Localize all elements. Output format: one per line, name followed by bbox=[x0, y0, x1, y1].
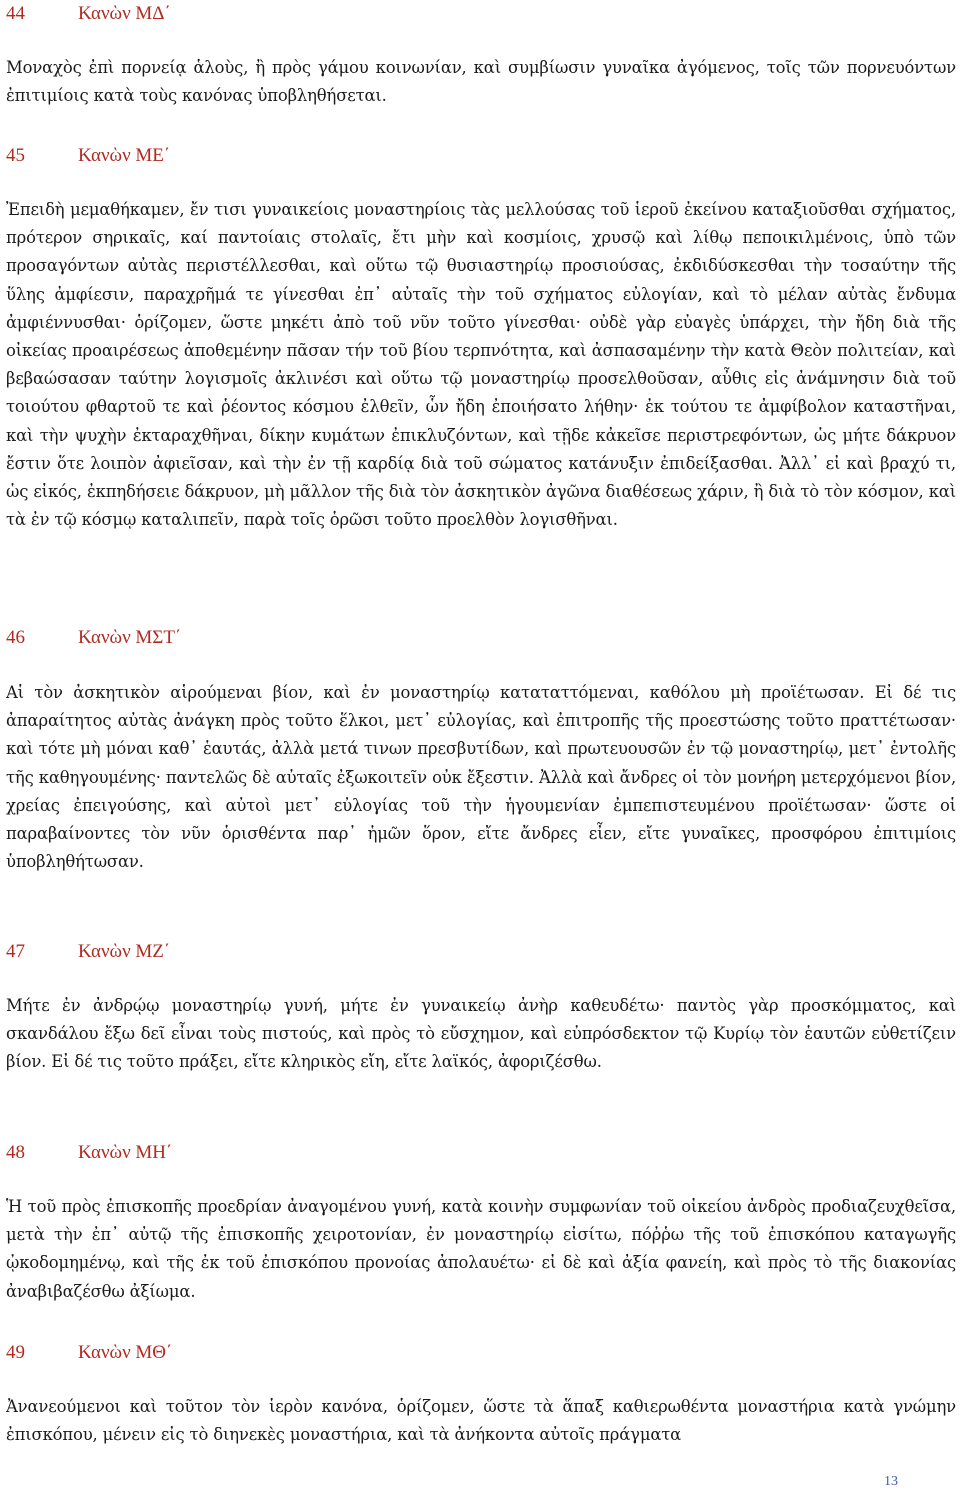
canon-title: Κανὼν ΜΣΤ΄ bbox=[78, 627, 182, 648]
canon-number: 47 bbox=[6, 941, 25, 962]
canon-heading bbox=[6, 626, 956, 650]
canon-heading bbox=[6, 1141, 956, 1165]
canon-number: 44 bbox=[6, 3, 25, 24]
canon-title: Κανὼν ΜΘ΄ bbox=[78, 1342, 173, 1363]
canon-number: 48 bbox=[6, 1142, 25, 1163]
canon-49 bbox=[6, 1341, 956, 1449]
canon-number: 45 bbox=[6, 145, 25, 166]
canon-text: Ἀνανεούμενοι καὶ τοῦτον τὸν ἱερὸν κανόνα, ὁρίζομεν, ὥστε τὰ ἅπαξ καθιερωθέντα μοναστήρια κατὰ γνώμην ἐπισκόπου, μένειν εἰς τὸ διηνεκὲς μοναστήρια, καὶ τὰ ἀνήκοντα αὐτοῖς πράγματα bbox=[6, 1397, 956, 1445]
canon-title: Κανὼν ΜΖ΄ bbox=[78, 941, 171, 962]
canon-45 bbox=[6, 144, 956, 534]
canon-text: Ἡ τοῦ πρὸς ἐπισκοπῆς προεδρίαν ἀναγομένου γυνή, κατὰ κοινὴν συμφωνίαν τοῦ οἰκείου ἀνδρὸς προδιαζευχθεῖσα, μετὰ τὴν ἐπ᾽ αὐτῷ τῆς ἐπισκοπῆς χειροτονίαν, ἐν μοναστηρίῳ εἰσίτω, πόῤῥω τῆς τοῦ ἐπισκόπου καταγωγῆς ᾠκοδομημένῳ, καὶ τῆς ἐκ τοῦ ἐπισκόπου προνοίας ἀπολαυέτω· εἰ δὲ καὶ ἀξία φανείη, καὶ πρὸς τὸ τῆς διακονίας ἀναβιβαζέσθω ἀξίωμα. bbox=[6, 1197, 956, 1301]
canon-48 bbox=[6, 1141, 956, 1306]
canon-text: Μοναχὸς ἐπὶ πορνείᾳ ἁλοὺς, ἢ πρὸς γάμου κοινωνίαν, καὶ συμβίωσιν γυναῖκα ἀγόμενος, τοῖς τῶν πορνευόντων ἐπιτιμίοις κατὰ τοὺς κανόνας ὑποβληθήσεται. bbox=[6, 58, 956, 106]
document-page bbox=[6, 0, 956, 1493]
canon-46 bbox=[6, 626, 956, 876]
canon-text: Ἐπειδὴ μεμαθήκαμεν, ἔν τισι γυναικείοις μοναστηρίοις τὰς μελλούσας τοῦ ἱεροῦ ἐκείνου καταξιοῦσθαι σχήματος, πρότερον σηρικαῖς, καί παντοίαις στολαῖς, ἔτι μὴν καὶ κοσμίοις, χρυσῷ καὶ λίθῳ πεποικιλμένοις, ὑπὸ τῶν προσαγόντων αὐτὰς περιστέλλεσθαι, καὶ οὕτω τῷ θυσιαστηρίῳ προσιούσας, ἐκδιδύσκεσθαι τὴν τοσαύτην τῆς ὕλης ἀμφίεσιν, παραχρῆμά τε γίνεσθαι ἐπ᾽ αὐταῖς τὴν τοῦ σχήματος εὐλογίαν, καὶ τὸ μέλαν αὐτὰς ἔνδυμα ἀμφιέννυσθαι· ὁρίζομεν, ὥστε μηκέτι ἀπὸ τοῦ νῦν τοῦτο γίνεσθαι· οὐδὲ γὰρ εὐαγὲς ὑπάρχει, τὴν ἤδη διὰ τῆς οἰκείας προαιρέσεως ἀποθεμένην πᾶσαν τήν τοῦ βίου τερπνότητα, καὶ ἀσπασαμένην τὴν κατὰ Θεὸν πολιτείαν, καὶ βεβαώσασαν ταύτην λογισμοῖς ἀκλινέσι καὶ οὕτω τῷ μοναστηρίῳ προσελθοῦσαν, αὖθις εἰς ἀνάμνησιν διὰ τοῦ τοιούτου φθαρτοῦ τε καὶ ῥέοντος κόσμου ἐλθεῖν, ὧν ἤδη ἐποιήσατο λήθην· ἐκ τούτου τε ἀμφίβολον καταστῆναι, καὶ τὴν ψυχὴν ἐκταραχθῆναι, δίκην κυμάτων ἐπικλυζόντων, καὶ τῇδε κἀκεῖσε περιστρεφόντων, ὡς μήτε δάκρυον ἔστιν ὅτε λοιπὸν ἀφιεῖσαν, καὶ τὴν ἐν τῇ καρδίᾳ διὰ τοῦ σώματος κατάνυξιν ἐπιδείξασθαι. Ἀλλ᾽ εἰ καὶ βραχύ τι, ὡς εἰκός, ἐκπηδήσειε δάκρυον, μὴ μᾶλλον τῆς διὰ τὸν ἀσκητικὸν ἀγῶνα διαθέσεως χάριν, ἢ διὰ τὸ τὸν κόσμον, καὶ τὰ ἐν τῷ κόσμῳ καταλιπεῖν, παρὰ τοῖς ὁρῶσι τοῦτο προελθὸν λογισθῆναι. bbox=[6, 200, 956, 530]
canon-number: 46 bbox=[6, 627, 25, 648]
canon-number: 49 bbox=[6, 1342, 25, 1363]
canon-text: Αἱ τὸν ἀσκητικὸν αἱρούμεναι βίον, καὶ ἐν μοναστηρίῳ καταταττόμεναι, καθόλου μὴ προϊέτωσαν. Εἰ δέ τις ἀπαραίτητος αὐτὰς ἀνάγκη πρὸς τοῦτο ἕλκοι, μετ᾽ εὐλογίας, καὶ ἐπιτροπῆς τῆς προεστώσης τοῦτο πραττέτωσαν· καὶ τότε μὴ μόναι καθ᾽ ἑαυτάς, ἀλλὰ μετά τινων πρεσβυτίδων, καὶ πρωτευουσῶν ἐν τῷ μοναστηρίῳ, μετ᾽ ἐντολῆς τῆς καθηγουμένης· παντελῶς δὲ αὐταῖς ἐξωκοιτεῖν οὐκ ἔξεστιν. Ἀλλὰ καὶ ἄνδρες οἱ τὸν μονήρη μετερχόμενοι βίον, χρείας ἐπειγούσης, καὶ αὐτοὶ μετ᾽ εὐλογίας τοῦ τὴν ἡγουμενίαν ἐμπεπιστευμένου προϊέτωσαν· ὥστε οἱ παραβαίνοντες τὸν νῦν ὁρισθέντα παρ᾽ ἡμῶν ὅρον, εἴτε ἄνδρες εἶεν, εἴτε γυναῖκες, προσφόρου ἐπιτιμίοις ὑποβληθήτωσαν. bbox=[6, 683, 956, 872]
canon-heading bbox=[6, 1341, 956, 1365]
canon-heading bbox=[6, 144, 956, 168]
canon-47 bbox=[6, 940, 956, 1077]
canon-title: Κανὼν ΜΔ΄ bbox=[78, 3, 171, 24]
page-number: 13 bbox=[884, 1474, 898, 1489]
canon-44 bbox=[6, 2, 956, 110]
canon-text: Μήτε ἐν ἀνδρῴῳ μοναστηρίῳ γυνή, μήτε ἐν γυναικείῳ ἀνὴρ καθευδέτω· παντὸς γὰρ προσκόμματος, καὶ σκανδάλου ἔξω δεῖ εἶναι τοὺς πιστούς, καὶ πρὸς τὸ εὔσχημον, καὶ εὐπρόσδεκτον τῷ Κυρίῳ τὸν ἑαυτῶν εὐθετίζειν βίον. Εἰ δέ τις τοῦτο πράξει, εἴτε κληρικὸς εἴη, εἴτε λαϊκός, ἀφοριζέσθω. bbox=[6, 996, 956, 1072]
canon-heading bbox=[6, 940, 956, 964]
canon-heading bbox=[6, 2, 956, 26]
canon-title: Κανὼν ΜΗ΄ bbox=[78, 1142, 173, 1163]
canon-title: Κανὼν ΜΕ΄ bbox=[78, 145, 171, 166]
